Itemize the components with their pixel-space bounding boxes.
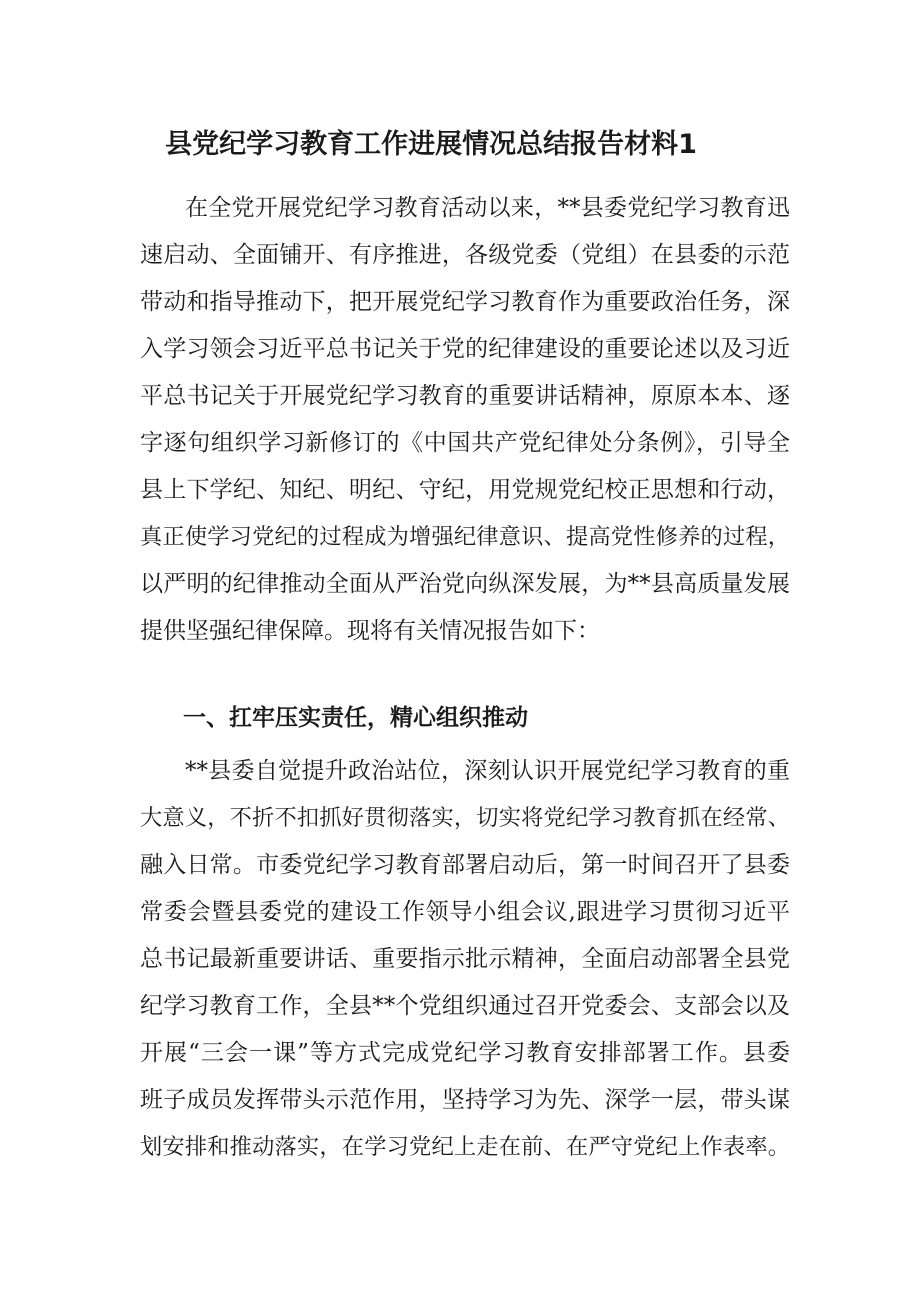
paragraph-1-line: 在全党开展党纪学习教育活动以来，**县委党纪学习教育迅 (185, 195, 790, 221)
paragraph-1-line: 以严明的纪律推动全面从严治党向纵深发展，为**县高质量发展 (140, 571, 790, 597)
paragraph-1-line: 平总书记关于开展党纪学习教育的重要讲话精神，原原本本、逐 (140, 383, 790, 409)
paragraph-2-line: 总书记最新重要讲话、重要指示批示精神，全面启动部署全县党 (140, 946, 790, 972)
paragraph-2-line: 划安排和推动落实，在学习党纪上走在前、在严守党纪上作表率。 (140, 1134, 790, 1160)
paragraph-2-line: 大意义，不折不扣抓好贯彻落实，切实将党纪学习教育抓在经常、 (140, 805, 790, 831)
paragraph-1-line: 提供坚强纪律保障。现将有关情况报告如下： (140, 618, 600, 644)
paragraph-2-line: 融入日常。市委党纪学习教育部署启动后，第一时间召开了县委 (140, 852, 790, 878)
paragraph-1-line: 速启动、全面铺开、有序推进，各级党委（党组）在县委的示范 (140, 242, 790, 268)
paragraph-2-line: 开展“三会一课”等方式完成党纪学习教育安排部署工作。县委 (140, 1040, 790, 1066)
paragraph-2-line: 常委会暨县委党的建设工作领导小组会议,跟进学习贯彻习近平 (140, 899, 790, 925)
document-title: 县党纪学习教育工作进展情况总结报告材料1 (165, 129, 697, 160)
paragraph-2-line: **县委自觉提升政治站位，深刻认识开展党纪学习教育的重 (185, 758, 790, 784)
paragraph-2-line: 纪学习教育工作，全县**个党组织通过召开党委会、支部会以及 (140, 993, 790, 1019)
paragraph-2-line: 班子成员发挥带头示范作用，坚持学习为先、深学一层，带头谋 (140, 1087, 790, 1113)
paragraph-1-line: 带动和指导推动下，把开展党纪学习教育作为重要政治任务，深 (140, 289, 790, 315)
section-heading-1: 一、扛牢压实责任，精心组织推动 (183, 705, 528, 731)
paragraph-1-line: 县上下学纪、知纪、明纪、守纪，用党规党纪校正思想和行动， (140, 477, 790, 503)
paragraph-1-line: 字逐句组织学习新修订的《中国共产党纪律处分条例》，引导全 (140, 430, 790, 456)
paragraph-1-line: 真正使学习党纪的过程成为增强纪律意识、提高党性修养的过程， (140, 524, 790, 550)
paragraph-1-line: 入学习领会习近平总书记关于党的纪律建设的重要论述以及习近 (140, 336, 790, 362)
